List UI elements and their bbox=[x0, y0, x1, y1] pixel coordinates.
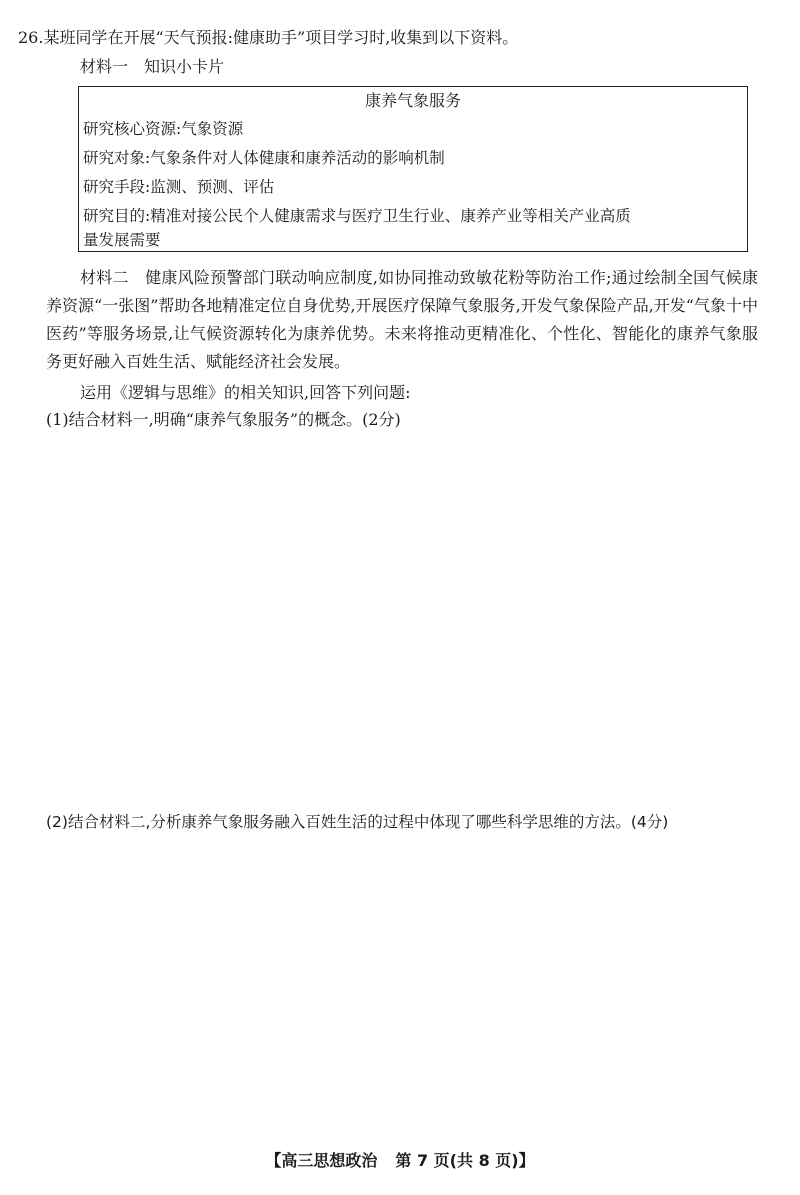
card-title: 康养气象服务 bbox=[364, 91, 461, 110]
card-row-purpose: 研究目的:精准对接公民个人健康需求与医疗卫生行业、康养产业等相关产业高质 bbox=[83, 207, 631, 225]
material2-paragraph: 材料二 健康风险预警部门联动响应制度,如协同推动致敏花粉等防治工作;通过绘制全国气候康养资源“一张图”帮助各地精准定位自身优势,开展医疗保障气象服务,开发气象保险产品,开发“气象十中医药”等服务场景,让气候资源转化为康养优势。未来将推动更精准化、个性化、智能化的康养气象服务更好融入百姓生活、赋能经济社会发展。 bbox=[46, 268, 758, 371]
sub-question-2: (2)结合材料二,分析康养气象服务融入百姓生活的过程中体现了哪些科学思维的方法。(4分) bbox=[46, 813, 669, 831]
footer-subject: 【高三思想政治 bbox=[265, 1151, 378, 1170]
question-prompt: 运用《逻辑与思维》的相关知识,回答下列问题: bbox=[80, 383, 411, 402]
footer-page-number: 第 7 页(共 8 页)】 bbox=[395, 1151, 535, 1170]
sub-question-1: (1)结合材料一,明确“康养气象服务”的概念。(2分) bbox=[46, 410, 401, 429]
page-footer bbox=[0, 1150, 800, 1172]
card-row-resource: 研究核心资源:气象资源 bbox=[83, 120, 244, 138]
card-row-object: 研究对象:气象条件对人体健康和康养活动的影响机制 bbox=[83, 149, 445, 167]
card-row-means: 研究手段:监测、预测、评估 bbox=[83, 178, 275, 196]
knowledge-card bbox=[78, 86, 748, 252]
question-header: 26.某班同学在开展“天气预报:健康助手”项目学习时,收集到以下资料。 bbox=[18, 28, 519, 47]
material1-label: 材料一 知识小卡片 bbox=[80, 57, 225, 76]
card-row-purpose-cont: 量发展需要 bbox=[83, 231, 161, 249]
